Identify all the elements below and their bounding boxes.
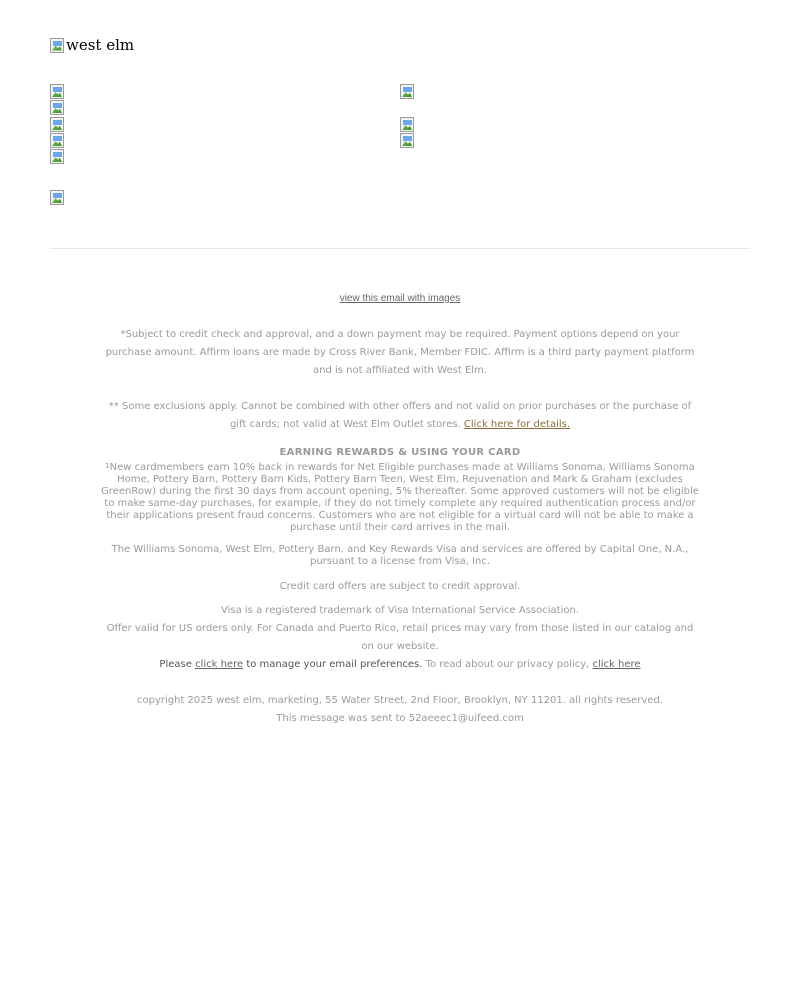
promo-image[interactable] [50,100,64,115]
email-footer [100,290,700,728]
visa-trademark-text: Visa is a registered trademark of Visa International Service Association. [220,605,579,616]
broken-image-icon [50,190,64,205]
broken-image-icon [400,133,414,148]
prefs-please-text: Please [159,659,192,670]
promo-image[interactable] [400,117,414,132]
promo-image[interactable] [50,190,64,205]
visa-offered-text: The Williams Sonoma, West Elm, Pottery Barn, and Key Rewards Visa and services are offered by Capital One, N.A., pursuant to a license from Visa, Inc. [111,544,689,567]
west-elm-logo[interactable] [50,37,134,53]
promo-image[interactable] [50,149,64,164]
promo-image[interactable] [50,84,64,99]
footer-divider [50,248,750,249]
credit-approval-text: Credit card offers are subject to credit approval. [279,581,521,592]
promo-image[interactable] [400,84,414,99]
view-with-images-link[interactable]: view this email with images [339,293,461,304]
broken-image-icon [50,117,64,132]
rewards-footnote-marker: 1 [105,462,110,470]
privacy-text: To read about our privacy policy, [425,659,590,670]
broken-image-icon [400,84,414,99]
copyright-text: copyright 2025 west elm, marketing, 55 Water Street, 2nd Floor, Brooklyn, NY 11201. all rights reserved. [137,695,663,706]
sent-to-text: This message was sent to 52aeeec1@uifeed.com [276,713,524,724]
broken-image-icon [50,84,64,99]
manage-preferences-link[interactable]: click here [195,659,244,670]
preferences-line [100,656,700,674]
offer-valid-text: Offer valid for US orders only. For Canada and Puerto Rico, retail prices may vary from those listed in our catalog and on our website. [106,623,694,652]
rewards-text: New cardmembers earn 10% back in rewards for Net Eligible purchases made at Williams Sonoma, Williams Sonoma Home, Pottery Barn, Pottery Barn Kids, Pottery Barn Teen, West Elm, Rejuvenation and Mark & Graham (excludes GreenRow) during the first 30 days from account opening, 5% thereafter. Some approved customers will not be eligible to make same-day purchases, for example, if they do not timely complete any required authentication process and/or their applications present fraud concerns. Customers who are not eligible for a virtual card will not be able to make a purchase until their card arrives in the mail. [101,462,699,533]
broken-image-icon [50,100,64,115]
broken-image-icon [50,38,64,53]
broken-image-icon [50,133,64,148]
logo-alt-text: west elm [66,36,135,54]
promo-image[interactable] [400,133,414,148]
promo-image[interactable] [50,117,64,132]
broken-image-icon [50,149,64,164]
rewards-disclaimer [100,462,700,534]
broken-image-icon [400,117,414,132]
promo-image[interactable] [50,133,64,148]
rewards-heading: EARNING REWARDS & USING YOUR CARD [279,447,521,458]
exclusions-text: ** Some exclusions apply. Cannot be combined with other offers and not valid on prior purchases or the purchase of gift cards; not valid at West Elm Outlet stores. [108,401,692,430]
affirm-disclaimer: *Subject to credit check and approval, and a down payment may be required. Payment options depend on your purchase amount. Affirm loans are made by Cross River Bank, Member FDIC. Affirm is a third party payment platform and is not affiliated with West Elm. [105,329,695,376]
exclusions-disclaimer [100,398,700,434]
prefs-rest-text: to manage your email preferences. [246,659,423,670]
exclusions-details-link[interactable]: Click here for details. [463,419,571,430]
privacy-policy-link[interactable]: click here [592,659,641,670]
